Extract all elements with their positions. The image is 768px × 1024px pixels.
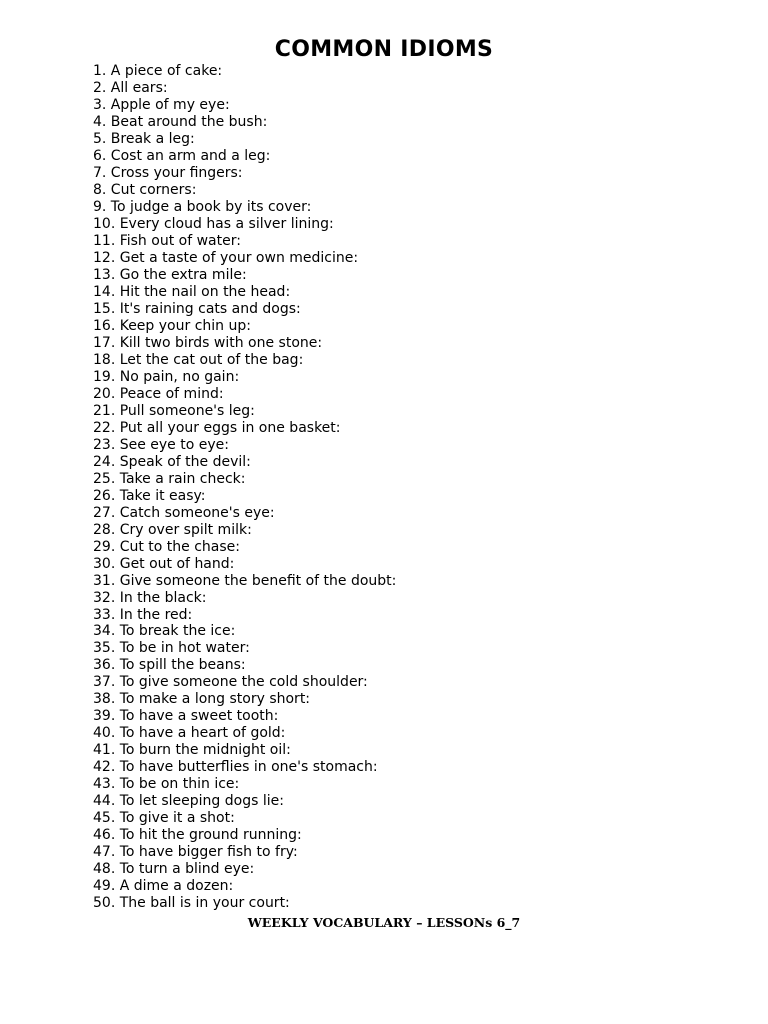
list-item: 32. In the black:	[93, 589, 207, 606]
list-item: 44. To let sleeping dogs lie:	[93, 793, 284, 810]
list-item: 7. Cross your fingers:	[93, 164, 243, 181]
list-item: 13. Go the extra mile:	[93, 266, 247, 283]
page-title: COMMON IDIOMS	[274, 37, 494, 62]
list-item: 47. To have bigger fish to fry:	[93, 844, 298, 861]
list-item: 9. To judge a book by its cover:	[93, 198, 312, 215]
list-item: 37. To give someone the cold shoulder:	[93, 674, 368, 691]
list-item: 49. A dime a dozen:	[93, 878, 234, 895]
list-item: 45. To give it a shot:	[93, 810, 235, 827]
list-item: 29. Cut to the chase:	[93, 538, 241, 555]
list-item: 38. To make a long story short:	[93, 691, 311, 708]
list-item: 12. Get a taste of your own medicine:	[93, 249, 359, 266]
list-item: 39. To have a sweet tooth:	[93, 708, 279, 725]
list-item: 5. Break a leg:	[93, 130, 195, 147]
list-item: 2. All ears:	[93, 79, 168, 96]
list-item: 23. See eye to eye:	[93, 436, 229, 453]
list-item: 4. Beat around the bush:	[93, 113, 268, 130]
list-item: 20. Peace of mind:	[93, 385, 224, 402]
list-item: 31. Give someone the benefit of the doubt:	[93, 572, 397, 589]
list-item: 10. Every cloud has a silver lining:	[93, 215, 334, 232]
list-item: 35. To be in hot water:	[93, 640, 250, 657]
list-item: 11. Fish out of water:	[93, 232, 241, 249]
list-item: 40. To have a heart of gold:	[93, 725, 286, 742]
list-item: 26. Take it easy:	[93, 487, 206, 504]
list-item: 18. Let the cat out of the bag:	[93, 351, 304, 368]
list-item: 27. Catch someone's eye:	[93, 504, 275, 521]
list-item: 33. In the red:	[93, 606, 193, 623]
page-footer: WEEKLY VOCABULARY – LESSONs 6_7	[247, 915, 521, 930]
list-item: 25. Take a rain check:	[93, 470, 246, 487]
list-item: 17. Kill two birds with one stone:	[93, 334, 323, 351]
list-item: 14. Hit the nail on the head:	[93, 283, 291, 300]
list-item: 48. To turn a blind eye:	[93, 861, 255, 878]
list-item: 43. To be on thin ice:	[93, 776, 240, 793]
list-item: 3. Apple of my eye:	[93, 96, 230, 113]
list-item: 1. A piece of cake:	[93, 63, 223, 79]
list-item: 8. Cut corners:	[93, 181, 197, 198]
list-item: 21. Pull someone's leg:	[93, 402, 255, 419]
list-item: 6. Cost an arm and a leg:	[93, 147, 271, 164]
list-item: 50. The ball is in your court:	[93, 895, 290, 912]
list-item: 22. Put all your eggs in one basket:	[93, 419, 341, 436]
list-item: 30. Get out of hand:	[93, 555, 235, 572]
list-item: 19. No pain, no gain:	[93, 368, 240, 385]
idiom-list	[93, 63, 396, 912]
list-item: 28. Cry over spilt milk:	[93, 521, 252, 538]
list-item: 46. To hit the ground running:	[93, 827, 302, 844]
list-item: 36. To spill the beans:	[93, 657, 246, 674]
list-item: 34. To break the ice:	[93, 623, 236, 640]
list-item: 42. To have butterflies in one's stomach:	[93, 759, 378, 776]
list-item: 24. Speak of the devil:	[93, 453, 251, 470]
list-item: 15. It's raining cats and dogs:	[93, 300, 301, 317]
list-item: 41. To burn the midnight oil:	[93, 742, 291, 759]
list-item: 16. Keep your chin up:	[93, 317, 251, 334]
